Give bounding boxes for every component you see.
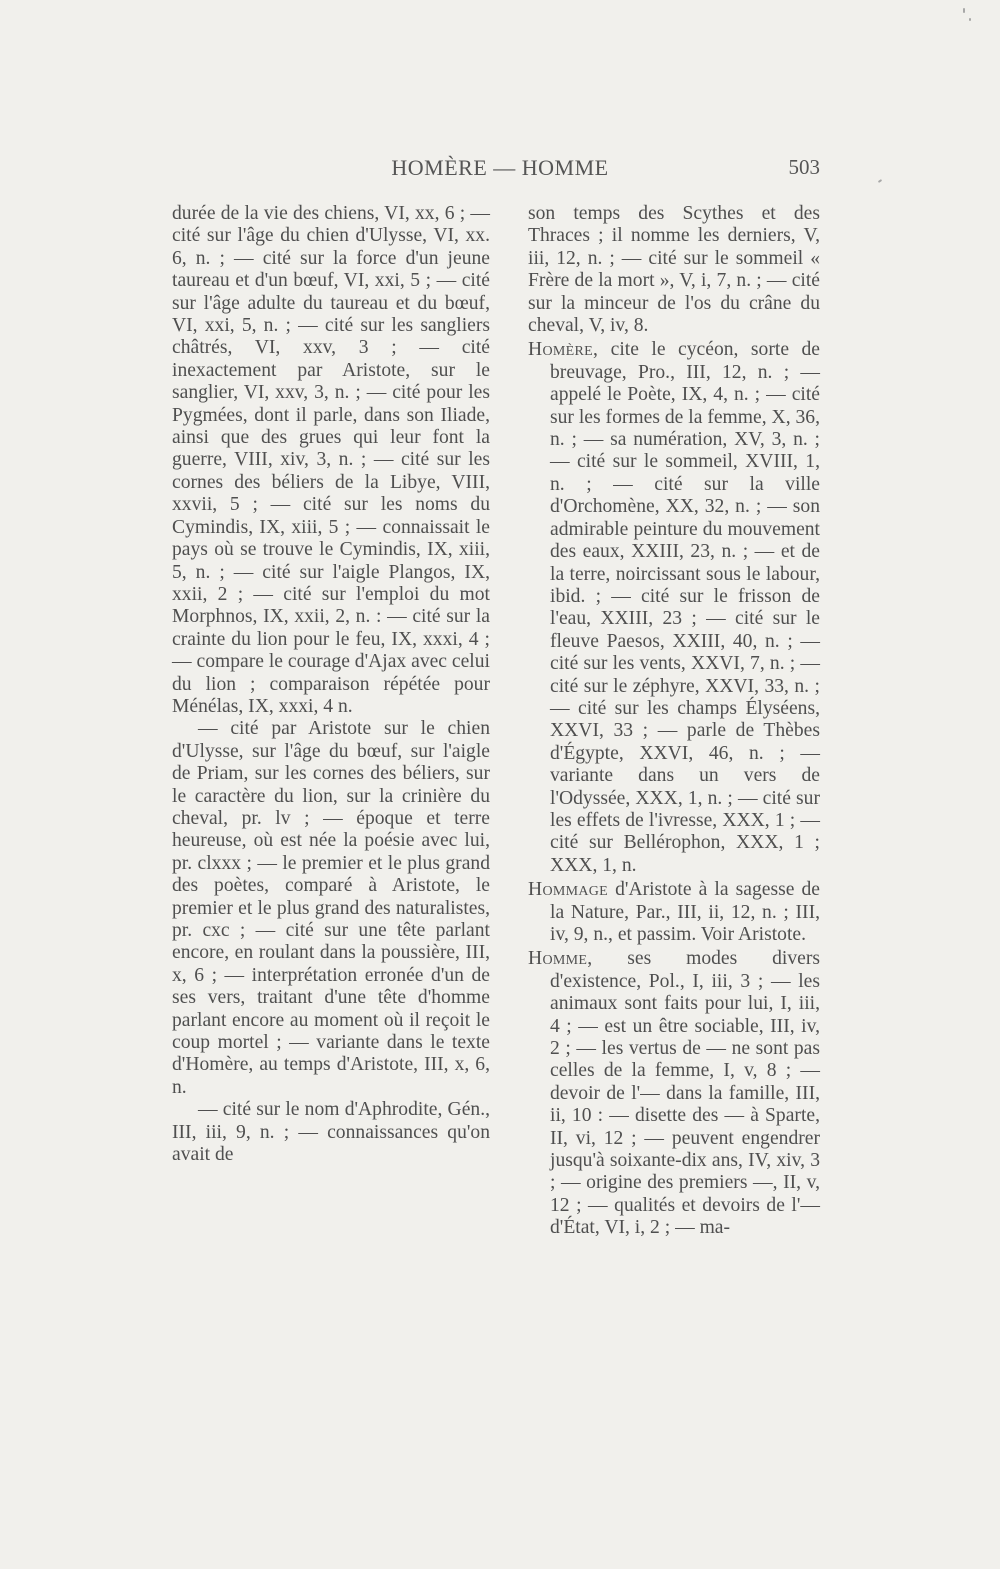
entry-body: ses modes divers d'existence, Pol., I, iii, 3 ; — les animaux sont faits pour lui, I, iii, 4 ; — est un être sociable, III, iv, 2 ; — les vertus de — ne sont pas celles de la femme, I, v, 8 ; — devoir de l'— dans la famille, III, ii, 10 : — disette des — à Sparte, II, vi, 12 ; — peuvent engendrer jusqu'à soixante-dix ans, IV, xiv, 3 ; — origine des premiers —, II, v, 12 ; — qualités et devoirs de l'— d'État, VI, i, 2 ; — ma- bbox=[550, 948, 820, 1239]
left-column bbox=[172, 203, 490, 1166]
index-entry-homere bbox=[528, 339, 820, 877]
page-number: 503 bbox=[788, 155, 820, 179]
left-opening-paragraph: durée de la vie des chiens, VI, xx, 6 ; — cité sur l'âge du chien d'Ulysse, VI, xx. 6, n. ; — cité sur la force d'un jeune taureau et d'un bœuf, VI, xxi, 5 ; — cité sur l'âge adulte du taureau et du bœuf, VI, xxi, 5, n. ; — cité sur les sangliers châtrés, VI, xxv, 3 ; — cité inexactement par Aristote, sur le sanglier, VI, xxv, 3, n. ; — cité pour les Pygmées, dont il parle, dans son Iliade, ainsi que des grues qui leur font la guerre, VIII, xiv, 3, n. ; — cité sur les cornes des béliers de la Libye, VIII, xxvii, 5 ; — cité sur les noms du Cymindis, IX, xiii, 5 ; — connaissait le pays où se trouve le Cymindis, IX, xiii, 5, n. ; — cité sur l'aigle Plangos, IX, xxii, 2 ; — cité sur l'emploi du mot Morphnos, IX, xxii, 2, n. : — cité sur la crainte du lion pour le feu, IX, xxxi, 4 ; — compare le courage d'Ajax avec celui du lion ; comparaison répétée pour Ménélas, IX, xxxi, 4 n. bbox=[172, 203, 490, 717]
paper-speck bbox=[969, 18, 971, 21]
entry-headword: Hommage bbox=[528, 879, 609, 901]
right-continuation-paragraph: son temps des Scythes et des Thraces ; il nomme les derniers, V, iii, 12, n. ; — cité sur le sommeil « Frère de la mort », V, i, 7, n. ; — cité sur la minceur de l'os du crâne du cheval, V, iv, 8. bbox=[528, 203, 820, 337]
running-head bbox=[170, 155, 830, 189]
entry-body: d'Aristote à la sagesse de la Nature, Par., III, ii, 12, n. ; III, iv, 9, n., et passim. Voir Aristote. bbox=[550, 879, 820, 945]
paper-speck bbox=[878, 179, 882, 183]
entry-headword: Homme, bbox=[528, 948, 593, 970]
entry-body: cite le cycéon, sorte de breuvage, Pro., III, 12, n. ; — appelé le Poète, IX, 4, n. ; — cité sur les formes de la femme, X, 36, n. ; — sa numération, XV, 3, n. ; — cité sur le sommeil, XVIII, 1, n. ; — cité sur la ville d'Orchomène, XX, 32, n. ; — son admirable peinture du mouvement des eaux, XXIII, 23, n. ; — et de la terre, noircissant sous le labour, ibid. ; — cité sur le frisson de l'eau, XXIII, 23 ; — cité sur le fleuve Paesos, XXIII, 40, n. ; — cité sur les vents, XXVI, 7, n. ; — cité sur le zéphyre, XXVI, 33, n. ; — cité sur les champs Élyséens, XXVI, 33 ; — parle de Thèbes d'Égypte, XXVI, 46, n. ; — variante dans un vers de l'Odyssée, XXX, 1, n. ; — cité sur les effets de l'ivresse, XXX, 1 ; — cité sur Bellérophon, XXX, 1 ; XXX, 1, n. bbox=[550, 339, 820, 876]
left-paragraph-3: — cité sur le nom d'Aphrodite, Gén., III, iii, 9, n. ; — connaissances qu'on avait de bbox=[172, 1099, 490, 1166]
running-title: HOMÈRE — HOMME bbox=[391, 155, 609, 180]
paper-speck bbox=[963, 8, 965, 13]
index-entry-hommage bbox=[528, 879, 820, 946]
entry-headword: Homère, bbox=[528, 339, 599, 361]
index-entry-homme bbox=[528, 948, 820, 1239]
left-paragraph-2: — cité par Aristote sur le chien d'Ulysse, sur l'âge du bœuf, sur l'aigle de Priam, sur les cornes des béliers, sur le caractère du lion, sur la crinière du cheval, pr. lv ; — époque et terre heureuse, où est née la poésie avec lui, pr. clxxx ; — le premier et le plus grand des poètes, comparé à Aristote, le premier et le plus grand des naturalistes, pr. cxc ; — cité sur une tête parlant encore, en roulant dans la poussière, III, x, 6 ; — interprétation erronée d'un de ses vers, traitant d'une tête d'homme parlant encore au moment où il reçoit le coup mortel ; — variante dans le texte d'Homère, au temps d'Aristote, III, x, 6, n. bbox=[172, 718, 490, 1098]
right-column bbox=[528, 203, 820, 1240]
